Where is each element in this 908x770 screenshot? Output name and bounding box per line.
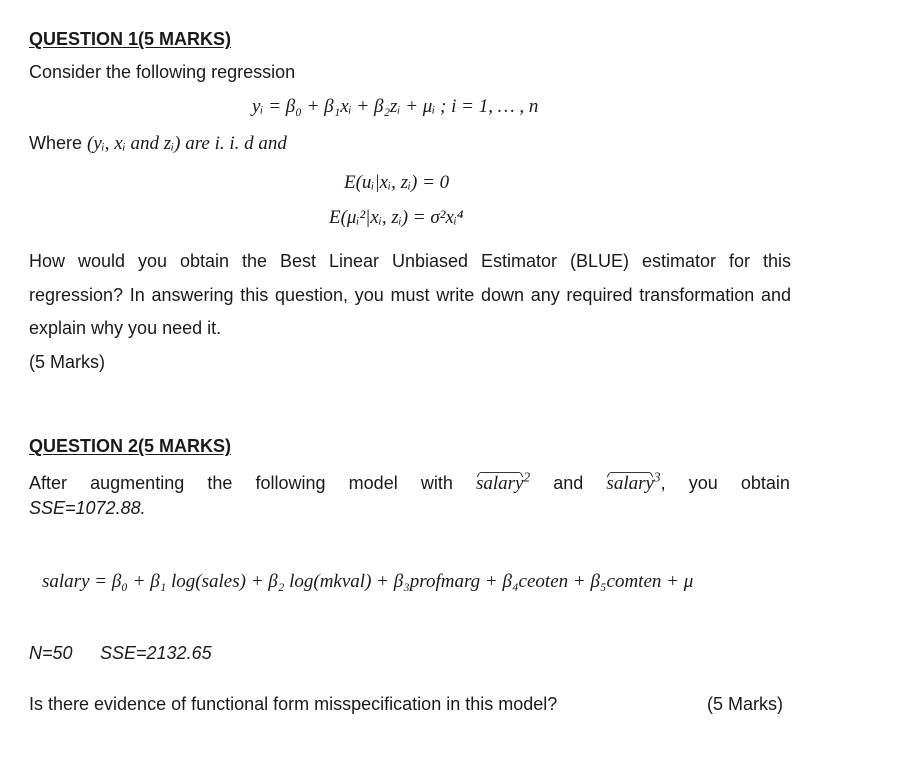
question-2-heading: QUESTION 2(5 MARKS) [29,436,232,456]
word-the: the [207,473,233,493]
where-prefix: Where [29,133,88,153]
regression-equation: yᵢ = β₀ + β₁xᵢ + β₂zᵢ + μᵢ ; i = 1, … , n [252,96,539,117]
salary-hat-squared [475,469,531,495]
where-line [29,133,287,155]
word-obtain: obtain [740,473,790,493]
condition-mean-zero: E(uᵢ|xᵢ, zᵢ) = 0 [344,172,450,193]
sse-value: SSE=2132.65 [100,643,212,663]
comma: , [660,473,666,493]
question-2-marks: (5 Marks) [707,694,783,714]
question-1-intro: Consider the following regression [29,62,296,82]
word-after: After [29,473,68,493]
question-1-heading: QUESTION 1(5 MARKS) [29,29,232,49]
question-2-line-1 [29,469,790,495]
word-augmenting: augmenting [90,473,185,493]
question-1-marks: (5 Marks) [29,352,105,372]
where-math: (yᵢ, xᵢ and zᵢ) are i. i. d and [87,133,287,154]
question-1-text: How would you obtain the Best Linear Unbiased Estimator (BLUE) estimator for this regression? In answering this question, you must write down any required transformation and explain why you need it. [29,251,791,338]
word-model: model [348,473,398,493]
question-2-text: Is there evidence of functional form misspecification in this model? [29,694,558,714]
word-with: with [420,473,453,493]
power-2: 2 [523,469,531,485]
condition-variance: E(μᵢ²|xᵢ, zᵢ) = σ²xᵢ⁴ [329,207,464,228]
word-and: and [553,473,584,493]
word-you: you [688,473,718,493]
sse-augmented: SSE=1072.88. [29,498,146,518]
power-3: 3 [653,469,661,485]
salary-hat-1: salary [475,473,524,494]
salary-hat-2: salary [606,473,654,494]
model-equation: salary = β₀ + β₁ log(sales) + β₂ log(mkval) + β₃profmarg + β₄ceoten + β₅comten + μ [42,571,694,592]
n-value: N=50 [29,643,73,663]
salary-hat-cubed-group [606,469,666,495]
word-following: following [255,473,326,493]
